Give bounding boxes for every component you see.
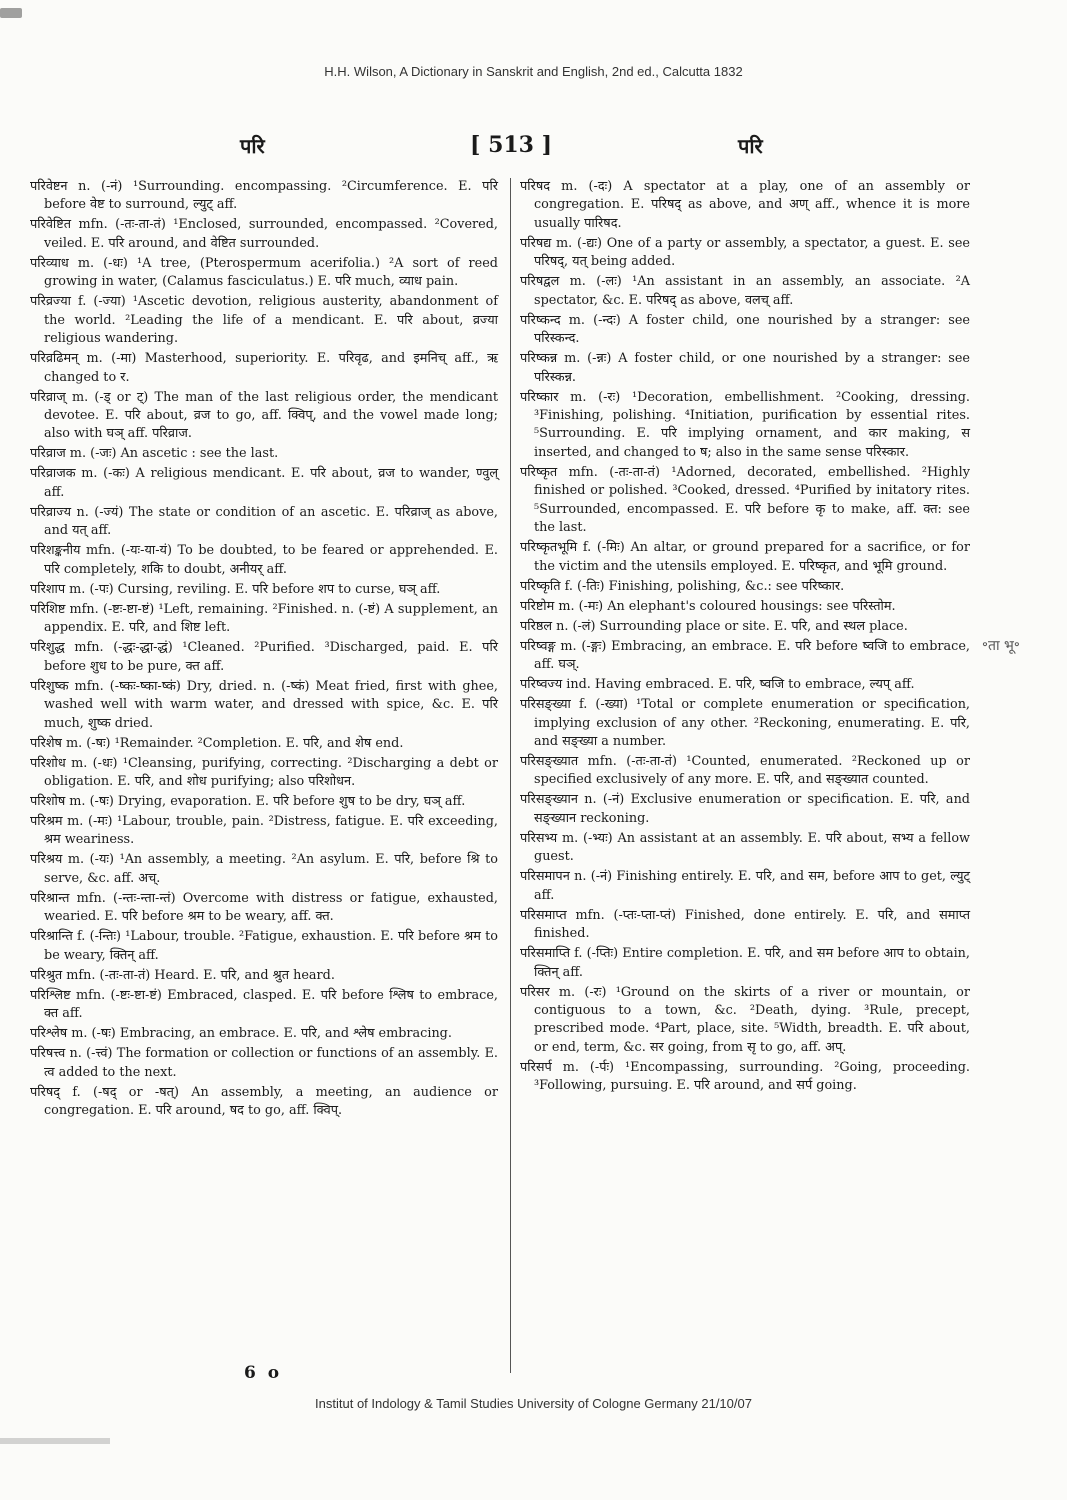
dictionary-entry: परिव्रज्या f. (-ज्या) ¹Ascetic devotion, religious austerity, abandonment of the world. ²Leading the life of a mendicant. E. परि about, व्रज्या religious wandering. xyxy=(30,294,498,347)
dictionary-entry: परिसभ्य m. (-भ्यः) An assistant at an assembly. E. परि about, सभ्य a fellow guest. xyxy=(520,830,970,865)
dictionary-entry: परिशुष्क mfn. (-ष्कः-ष्का-ष्कं) Dry, dried. n. (-ष्कं) Meat fried, first with ghee, washed well with warm water, and dressed with spice, &c. E. परि much, शुष्क dried. xyxy=(30,678,498,731)
column-divider xyxy=(510,178,511,1373)
left-column xyxy=(30,178,498,1122)
dictionary-entry: परिष्कृति f. (-तिः) Finishing, polishing, &c.: see परिष्कार. xyxy=(520,578,845,594)
dictionary-entry: परिषद m. (-दः) A spectator at a play, one of an assembly or congregation. E. परिषद् as above, and अण् aff., whence it is more usually पारिषद. xyxy=(520,179,970,231)
dictionary-entry: परिशिष्ट mfn. (-ष्टः-ष्टा-ष्टं) ¹Left, remaining. ²Finished. n. (-ष्टं) A supplement, an appendix. E. परि, and शिष्ट left. xyxy=(30,601,498,636)
dictionary-entry: परिष्वङ्ग m. (-ङ्गः) Embracing, an embrace. E. परि before ष्वजि to embrace, aff. घञ्. xyxy=(520,638,970,673)
dictionary-entry: परिश्रान्ति f. (-न्तिः) ¹Labour, trouble. ²Fatigue, exhaustion. E. परि before श्रम to be weary, क्तिन् aff. xyxy=(30,929,498,963)
dictionary-entry: परिष्ठल n. (-लं) Surrounding place or site. E. परि, and स्थल place. xyxy=(520,618,908,634)
dictionary-entry: परिशङ्कनीय mfn. (-यः-या-यं) To be doubted, to be feared or apprehended. E. परि completely, शकि to doubt, अनीयर् aff. xyxy=(30,543,498,577)
footer-note: Institut of Indology & Tamil Studies University of Cologne Germany 21/10/07 xyxy=(315,1396,752,1411)
dictionary-entry: परिवेष्टन n. (-नं) ¹Surrounding. encompassing. ²Circumference. E. परि before वेष्ट to surround, ल्युट् aff. xyxy=(30,179,498,213)
dictionary-entry: परिश्लेष m. (-षः) Embracing, an embrace. E. परि, and श्लेष embracing. xyxy=(30,1026,452,1042)
dictionary-entry: परिष्कृतभूमि f. (-मिः) An altar, or ground prepared for a sacrifice, or for the victim and the utensils employed. E. परिष्कृत, and भूमि ground. xyxy=(520,540,970,574)
dictionary-entry: परिष्कन्न m. (-न्नः) A foster child, or one nourished by a stranger: see परिस्कन्न. xyxy=(520,351,970,385)
dictionary-entry: परिषद् f. (-षद् or -षत्) An assembly, a meeting, an audience or congregation. E. परि around, षद to go, aff. क्विप्. xyxy=(30,1084,498,1119)
dictionary-entry: परिव्राजक m. (-कः) A religious mendicant. E. परि about, व्रज to wander, ण्वुल् aff. xyxy=(30,466,498,500)
dictionary-entry: परिव्याध m. (-धः) ¹A tree, (Pterospermum acerifolia.) ²A sort of reed growing in water, (Calamus fasciculatus.) E. परि much, व्याध pain. xyxy=(30,255,498,290)
dictionary-entry: परिशुद्ध mfn. (-द्धः-द्धा-द्धं) ¹Cleaned. ²Purified. ³Discharged, paid. E. परि before शुध to be pure, क्त aff. xyxy=(30,640,498,674)
running-head-right: परि xyxy=(738,134,763,158)
dictionary-entry: परिश्रय m. (-यः) ¹An assembly, a meeting. ²An asylum. E. परि, before श्रि to serve, &c. aff. अच्. xyxy=(30,852,498,886)
dictionary-entry: परिवेष्टित mfn. (-तः-ता-तं) ¹Enclosed, surrounded, encompassed. ²Covered, veiled. E. परि around, and वेष्टित surrounded. xyxy=(30,217,498,251)
dictionary-entry: परिषत्त्व n. (-त्त्वं) The formation or collection or functions of an assembly. E. त्व added to the next. xyxy=(30,1046,498,1080)
page-header xyxy=(0,132,1067,166)
dictionary-entry: परिशोध m. (-धः) ¹Cleansing, purifying, correcting. ²Discharging a debt or obligation. E. परि, and शोध purifying; also परिशोधन. xyxy=(30,755,498,789)
dictionary-entry: परिष्टोम m. (-मः) An elephant's coloured housings: see परिस्तोम. xyxy=(520,598,896,614)
signature-mark: 6 o xyxy=(244,1363,283,1383)
dictionary-entry: परिश्रुत mfn. (-तः-ता-तं) Heard. E. परि, and श्रुत heard. xyxy=(30,967,335,983)
right-column xyxy=(520,178,970,1097)
scan-speck xyxy=(0,8,22,18)
dictionary-entry: परिव्राज m. (-जः) An ascetic : see the last. xyxy=(30,446,279,462)
dictionary-entry: परिष्कार m. (-रः) ¹Decoration, embellishment. ²Cooking, dressing. ³Finishing, polishing. ⁴Initiation, purification by essential rites. ⁵Surrounding. E. परि implying ornament, and कार making, स inserted, and changed to ष; also in the same sense परिस्कार. xyxy=(520,389,970,460)
dictionary-entry: परिश्रम m. (-मः) ¹Labour, trouble, pain. ²Distress, fatigue. E. परि exceeding, श्रम weariness. xyxy=(30,814,498,848)
dictionary-entry: परिषद्य m. (-द्यः) One of a party or assembly, a spectator, a guest. E. see परिषद्, यत् being added. xyxy=(520,235,970,270)
source-note: H.H. Wilson, A Dictionary in Sanskrit and English, 2nd ed., Calcutta 1832 xyxy=(324,64,743,79)
dictionary-entry: परिष्कन्द m. (-न्दः) A foster child, one nourished by a stranger: see परिस्कन्द. xyxy=(520,312,970,347)
dictionary-entry: परिसर m. (-रः) ¹Ground on the skirts of a river or mountain, or contiguous to a town, &c. ²Death, dying. ³Rule, precept, prescribed mode. ⁴Part, place, site. ⁵Width, breadth. E. परि about, or end, term, &c. सर going, from सृ to go, aff. अप्. xyxy=(520,984,970,1055)
dictionary-entry: परिसमाप्ति f. (-प्तिः) Entire completion. E. परि, and सम before आप to obtain, क्तिन् aff. xyxy=(520,946,970,980)
dictionary-entry: परिषद्वल m. (-लः) ¹An assistant in an assembly, an associate. ²A spectator, &c. E. परिषद् as above, वलच् aff. xyxy=(520,274,970,308)
dictionary-entry: परिव्राज् m. (-ड् or ट्) The man of the last religious order, the mendicant devotee. E. परि about, व्रज to go, aff. क्विप्, and the vowel made long; also with घञ् aff. परिव्राज. xyxy=(30,389,498,442)
scan-smudge xyxy=(0,1438,110,1444)
dictionary-entry: परिसङ्ख्यात mfn. (-तः-ता-तं) ¹Counted, enumerated. ²Reckoned up or specified exclusively of any more. E. परि, and सङ्ख्यात counted. xyxy=(520,753,970,788)
dictionary-entry: परिशेष m. (-षः) ¹Remainder. ²Completion. E. परि, and शेष end. xyxy=(30,735,404,751)
dictionary-entry: परिसमाप्त mfn. (-प्तः-प्ता-प्तं) Finished, done entirely. E. परि, and समाप्त finished. xyxy=(520,907,970,942)
running-head-left: परि xyxy=(240,134,265,158)
dictionary-entry: परिसङ्ख्यान n. (-नं) Exclusive enumeration or specification. E. परि, and सङ्ख्यान reckoning. xyxy=(520,792,970,826)
dictionary-entry: परिश्लिष्ट mfn. (-ष्टः-ष्टा-ष्टं) Embraced, clasped. E. परि before श्लिष to embrace, क्त aff. xyxy=(30,987,498,1022)
dictionary-entry: परिव्रढिमन् m. (-मा) Masterhood, superiority. E. परिवृढ, and इमनिच् aff., ऋ changed to र. xyxy=(30,351,498,385)
dictionary-entry: परिशाप m. (-पः) Cursing, reviling. E. परि before शप to curse, घञ् aff. xyxy=(30,581,441,597)
dictionary-entry: परिसर्प m. (-र्पः) ¹Encompassing, surrounding. ²Going, proceeding. ³Following, pursuing. E. परि around, and सर्प going. xyxy=(520,1059,970,1094)
dictionary-entry: परिसङ्ख्या f. (-ख्या) ¹Total or complete enumeration or specification, implying exclusion of any other. ²Reckoning, enumerating. E. परि, and सङ्ख्या a number. xyxy=(520,697,970,749)
dictionary-entry: परिष्कृत mfn. (-तः-ता-तं) ¹Adorned, decorated, embellished. ²Highly finished or polished. ³Cooked, dressed. ⁴Purified by initatory rites. ⁵Surrounded, encompassed. E. परि before कृ to make, aff. क्त: see the last. xyxy=(520,464,970,536)
marginal-note: ॰ता भू॰ xyxy=(982,638,1020,654)
dictionary-entry: परिश्रान्त mfn. (-न्तः-न्ता-न्तं) Overcome with distress or fatigue, exhausted, wearied. E. परि before श्रम to be weary, aff. क्त. xyxy=(30,890,498,925)
dictionary-entry: परिष्वज्य ind. Having embraced. E. परि, ष्वजि to embrace, ल्यप् aff. xyxy=(520,677,915,693)
page-number: [ 513 ] xyxy=(470,132,553,158)
dictionary-entry: परिशोष m. (-षः) Drying, evaporation. E. परि before शुष to be dry, घञ् aff. xyxy=(30,794,466,809)
dictionary-entry: परिसमापन n. (-नं) Finishing entirely. E. परि, and सम, before आप to get, ल्युट् aff. xyxy=(520,869,970,903)
dictionary-entry: परिव्राज्य n. (-ज्यं) The state or condition of an ascetic. E. परिव्राज् as above, and यत् aff. xyxy=(30,504,498,539)
